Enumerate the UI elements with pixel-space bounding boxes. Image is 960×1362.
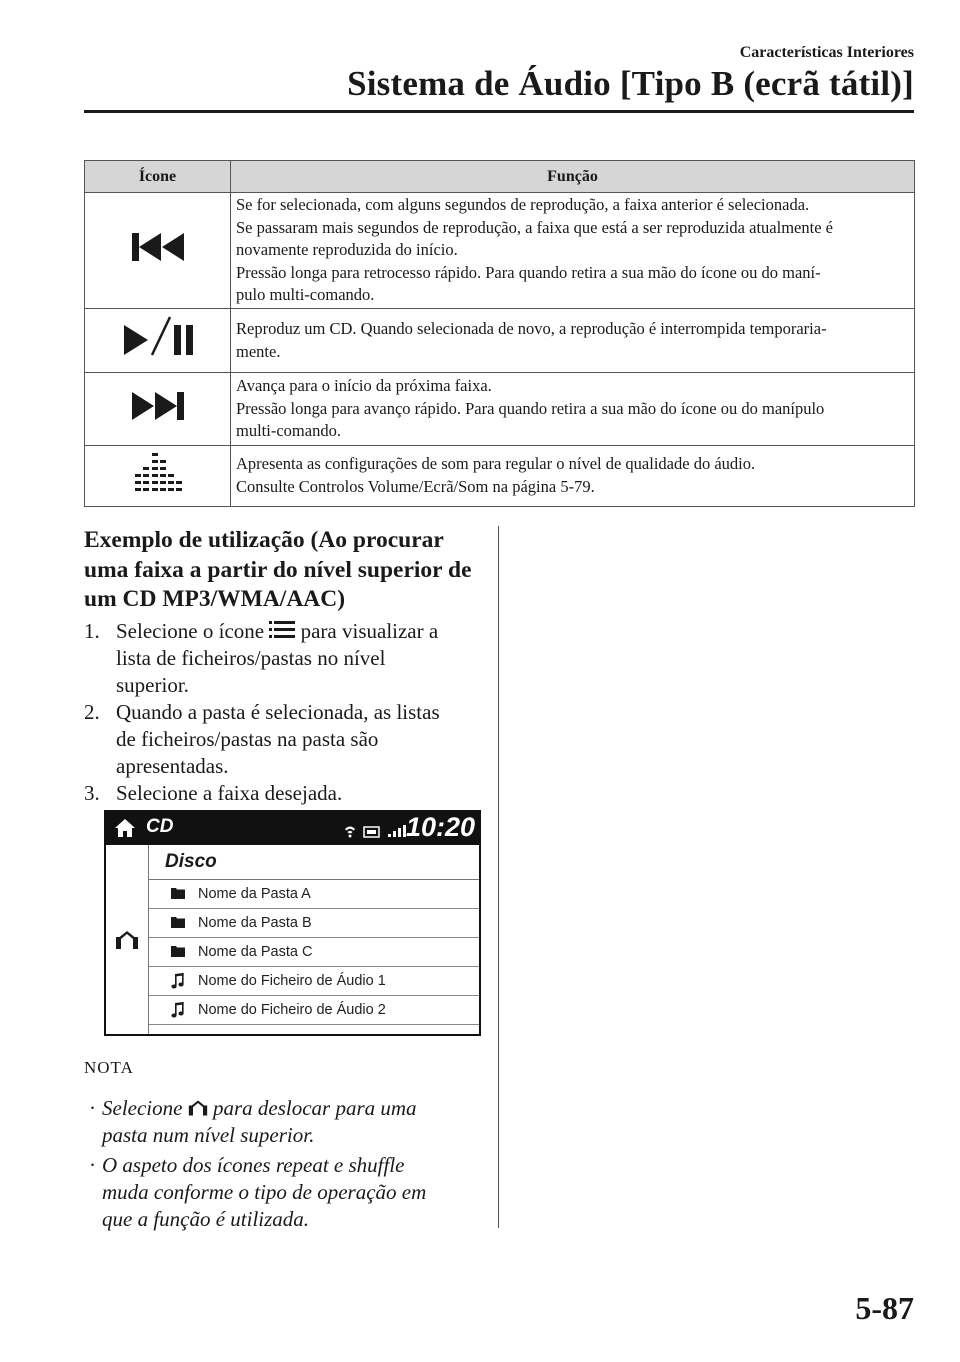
table-header-row: [85, 161, 915, 193]
play-pause-icon: [118, 315, 198, 359]
icon-cell: [85, 373, 231, 446]
note-list: [84, 1095, 484, 1236]
list-item[interactable]: Nome do Ficheiro de Áudio 1: [149, 967, 479, 996]
table-row: [85, 309, 915, 373]
folder-icon: [171, 886, 185, 900]
page-number: 5-87: [855, 1290, 914, 1326]
folder-icon: [171, 944, 185, 958]
folder-up-icon[interactable]: [115, 931, 139, 949]
table-row: [85, 373, 915, 446]
function-cell: Avança para o início da próxima faixa. Pressão longa para avanço rápido. Para quando retira a sua mão do ícone ou do manípulo multi-comando.: [231, 373, 915, 446]
clock: 10:20: [405, 812, 475, 842]
list-item: · Selecione para deslocar para uma pasta num nível superior.: [89, 1096, 417, 1147]
list-item[interactable]: Nome da Pasta A: [149, 880, 479, 909]
bullet: ·: [89, 1096, 96, 1120]
list-item[interactable]: Nome da Pasta C: [149, 938, 479, 967]
music-note-icon: [171, 973, 185, 989]
sound-settings-icon: [129, 451, 187, 495]
list-icon: [269, 620, 295, 640]
header-rule: [84, 110, 914, 113]
previous-track-icon: [130, 232, 186, 262]
source-label: CD: [146, 816, 174, 837]
current-folder-title: Disco: [149, 845, 479, 880]
column-header-icon: Ícone: [85, 161, 231, 193]
screen-body: [106, 845, 479, 1034]
section-title: Exemplo de utilização (Ao procurar uma faixa a partir do nível superior de um CD MP3/WMA/AAC): [84, 527, 472, 612]
steps-list: [84, 618, 494, 807]
column-header-function: Função: [231, 161, 915, 193]
table-row: [85, 446, 915, 507]
cd-screen-illustration: [104, 810, 481, 1036]
function-cell: Reproduz um CD. Quando selecionada de novo, a reprodução é interrompida temporaria- mente.: [231, 309, 915, 373]
folder-icon: [171, 915, 185, 929]
list-item: 2. Quando a pasta é selecionada, as listas de ficheiros/pastas na pasta são apresentadas.: [84, 700, 440, 778]
list-item: 3. Selecione a faixa desejada.: [84, 781, 343, 805]
icon-cell: [85, 193, 231, 309]
function-table: [84, 160, 915, 507]
note-title: NOTA: [84, 1058, 134, 1077]
list-item[interactable]: Nome da Pasta B: [149, 909, 479, 938]
chapter-subtitle: Características Interiores: [739, 44, 914, 61]
icon-cell: [85, 446, 231, 507]
next-track-icon: [130, 391, 186, 421]
music-note-icon: [171, 1002, 185, 1018]
column-divider: [498, 526, 499, 1228]
function-cell: Apresenta as configurações de som para regular o nível de qualidade do áudio. Consulte Controlos Volume/Ecrã/Som na página 5-79.: [231, 446, 915, 507]
folder-up-icon: [188, 1099, 208, 1117]
bullet: ·: [89, 1153, 96, 1177]
icon-cell: [85, 309, 231, 373]
list-item: 1. Selecione o ícone para visualizar a lista de ficheiros/pastas no nível superior.: [84, 619, 439, 697]
list-item: · O aspeto dos ícones repeat e shuffle muda conforme o tipo de operação em que a função é utilizada.: [89, 1153, 427, 1231]
page-title: Sistema de Áudio [Tipo B (ecrã tátil)]: [347, 64, 914, 103]
home-icon[interactable]: [114, 818, 136, 838]
file-list: [149, 845, 479, 1025]
screen-top-bar: [104, 810, 481, 845]
list-item[interactable]: Nome do Ficheiro de Áudio 2: [149, 996, 479, 1025]
status-icons: [344, 824, 410, 838]
function-cell: Se for selecionada, com alguns segundos de reprodução, a faixa anterior é selecionada. Se passaram mais segundos de reprodução, a faixa que está a ser reproduzida atualmente é novamente reproduzida do início. Pressão longa para retrocesso rápido. Para quando retira a sua mão do ícone ou do maní- pulo multi-comando.: [231, 193, 915, 309]
table-row: [85, 193, 915, 309]
back-button[interactable]: [106, 845, 149, 1034]
